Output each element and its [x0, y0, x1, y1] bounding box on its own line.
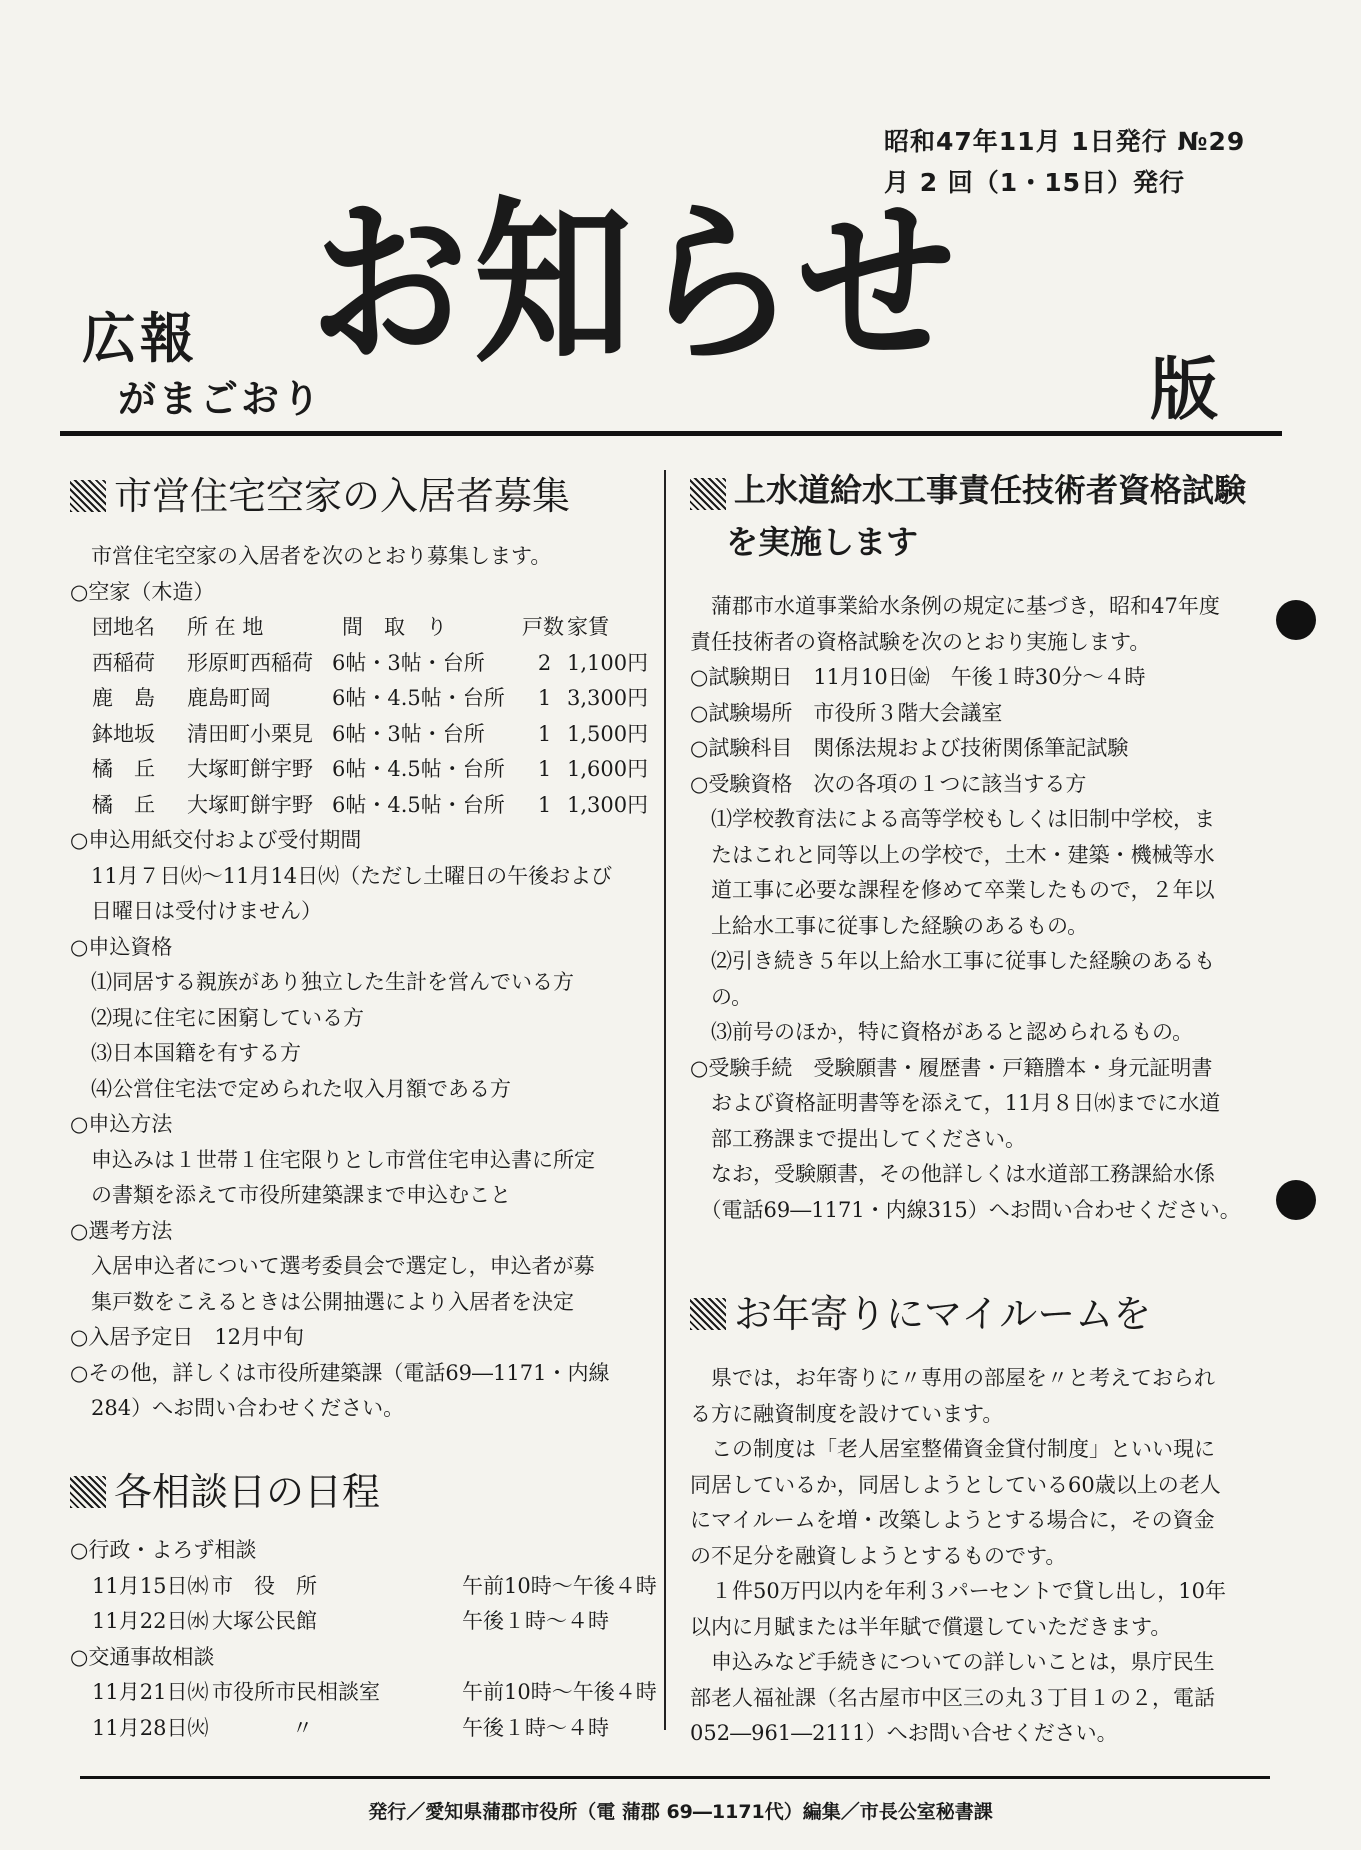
water-exam-title [690, 470, 1290, 512]
schedule-place: 市役所市民相談室 [212, 1680, 380, 1705]
table-cell: 大塚町餅宇野 [187, 757, 313, 782]
elderly-section [690, 1290, 1290, 1752]
table-cell: 1 [537, 686, 552, 711]
footer-publisher: 発行／愛知県蒲郡市役所（電 蒲郡 69―1171代）編集／市長公室秘書課 [368, 1801, 993, 1823]
table-cell: 3,300円 [567, 686, 649, 711]
table-cell: 6帖・3帖・台所 [332, 650, 485, 675]
table-cell: 清田町小栗見 [187, 721, 313, 746]
table-cell: 6帖・3帖・台所 [332, 721, 485, 746]
table-header: 家賃 [567, 615, 609, 640]
table-cell: 6帖・4.5帖・台所 [332, 792, 505, 817]
housing-title-text: 市営住宅空家の入居者募集 [114, 474, 571, 518]
table-cell: 1,300円 [567, 792, 649, 817]
table-cell: 1 [537, 792, 552, 817]
table-cell: 1 [537, 721, 552, 746]
schedule-date: 11月21日㈫ [92, 1680, 209, 1705]
table-cell: 6帖・4.5帖・台所 [332, 686, 505, 711]
admin-consult-table [92, 1569, 657, 1640]
masthead-edition: 版 [1150, 351, 1219, 430]
hatch-mark-icon [70, 480, 106, 512]
binder-hole-icon [1276, 1180, 1316, 1220]
traffic-consult-table [92, 1675, 657, 1746]
housing-section [70, 472, 650, 1427]
hatch-mark-icon [690, 478, 726, 510]
schedule-place: 市 役 所 [212, 1573, 317, 1598]
schedule-time: 午後１時〜４時 [462, 1715, 609, 1740]
schedule-time: 午前10時〜午後４時 [462, 1680, 657, 1705]
water-exam-title-line1: 上水道給水工事責任技術者資格試験 [734, 471, 1247, 509]
table-header: 間 取 り [342, 615, 447, 640]
schedule-place: 〃 [292, 1715, 313, 1740]
binder-hole-icon [1276, 600, 1316, 640]
schedule-date: 11月15日㈬ [92, 1573, 209, 1598]
column-divider [664, 470, 666, 1730]
consult-section [70, 1468, 657, 1746]
header-rule [60, 431, 1282, 436]
water-exam-section [690, 470, 1290, 1228]
table-cell: 形原町西稲荷 [187, 650, 313, 675]
housing-type-heading: ○空家（木造） [70, 579, 215, 604]
table-cell: 1,500円 [567, 721, 649, 746]
elderly-title [690, 1290, 1290, 1339]
table-cell: 1,600円 [567, 757, 649, 782]
table-cell: 2 [537, 650, 552, 675]
schedule-time: 午前10時〜午後４時 [462, 1573, 657, 1598]
masthead-title: お知らせ [310, 181, 962, 388]
table-header: 所 在 地 [187, 615, 264, 640]
masthead-koho: 広報 [82, 307, 198, 370]
table-cell: 大塚町餅宇野 [187, 792, 313, 817]
table-cell: 鉢地坂 [92, 721, 155, 746]
masthead-city: がまごおり [118, 377, 324, 421]
issue-date-line: 昭和47年11月 1日発行 №29 [884, 127, 1246, 156]
schedule-date: 11月28日㈫ [92, 1715, 209, 1740]
water-exam-body: 蒲郡市水道事業給水条例の規定に基づき，昭和47年度 責任技術者の資格試験を次のとおり実施します。 ○試験期日 11月10日㈮ 午後１時30分〜４時 ○試験場所 市役所３階大会議室 ○試験科目 関係法規および技術関係筆記試験 ○受験資格 次の各項の１つに該当する方 ⑴学校教育法による高等学校もしくは旧制中学校，ま たはこれと同等以上の学校で，土木・建築・機械等水 道工事に必要な課程を修めて卒業したもので，２年以 上給水工事に従事した経験のあるもの。 ⑵引き続き５年以上給水工事に従事した経験のあるも の。 ⑶前号のほか，特に資格があると認められるもの。 ○受験手続 受験願書・履歴書・戸籍謄本・身元証明書 および資格証明書等を添えて，11月８日㈬までに水道 部工務課まで提出してください。 なお，受験願書，その他詳しくは水道部工務課給水係 （電話69―1171・内線315）へお問い合わせください。 [690, 594, 1241, 1222]
housing-table [92, 610, 650, 823]
table-cell: 鹿島町岡 [187, 686, 271, 711]
housing-body: ○申込用紙交付および受付期間 11月７日㈫〜11月14日㈫（ただし土曜日の午後および 日曜日は受付けません） ○申込資格 ⑴同居する親族があり独立した生計を営んでいる方 ⑵現に住宅に困窮している方 ⑶日本国籍を有する方 ⑷公営住宅法で定められた収入月額である方 ○申込方法 申込みは１世帯１住宅限りとし市営住宅申込書に所定 の書類を添えて市役所建築課まで申込むこと ○選考方法 入居申込者について選考委員会で選定し，申込者が募 集戸数をこえるときは公開抽選により入居者を決定 ○入居予定日 12月中旬 ○その他，詳しくは市役所建築課（電話69―1171・内線 284）へお問い合わせください。 [70, 828, 613, 1421]
schedule-time: 午後１時〜４時 [462, 1609, 609, 1634]
table-header: 戸数 [522, 615, 564, 640]
consult-title-text: 各相談日の日程 [114, 1470, 381, 1514]
elderly-title-text: お年寄りにマイルームを [734, 1292, 1152, 1336]
admin-consult-heading: ○行政・よろず相談 [70, 1538, 257, 1563]
traffic-consult-heading: ○交通事故相談 [70, 1644, 215, 1669]
housing-intro: 市営住宅空家の入居者を次のとおり募集します。 [70, 544, 552, 569]
consult-title [70, 1468, 650, 1517]
elderly-body: 県では，お年寄りに〃専用の部屋を〃と考えておられ る方に融資制度を設けています。 この制度は「老人居室整備資金貸付制度」といい現に 同居しているか，同居しようとしている60歳以上の老人 にマイルームを増・改築しようとする場合に，その資金 の不足分を融資しようとするものです。 １件50万円以内を年利３パーセントで貸し出し，10年 以内に月賦または半年賦で償還していただきます。 申込みなど手続きについての詳しいことは，県庁民生 部老人福祉課（名古屋市中区三の丸３丁目１の２，電話 052―961―2111）へお問い合せください。 [690, 1366, 1227, 1746]
hatch-mark-icon [690, 1298, 726, 1330]
water-exam-title-line2: を実施します [726, 522, 919, 561]
table-cell: 鹿 島 [92, 686, 155, 711]
hatch-mark-icon [70, 1476, 106, 1508]
table-cell: 1,100円 [567, 650, 649, 675]
table-cell: 西稲荷 [92, 650, 155, 675]
frequency-line: 月 2 回（1・15日）発行 [884, 168, 1185, 197]
table-cell: 橘 丘 [92, 792, 155, 817]
table-cell: 橘 丘 [92, 757, 155, 782]
table-header: 団地名 [92, 615, 155, 640]
housing-title [70, 472, 650, 521]
schedule-place: 大塚公民館 [212, 1609, 317, 1634]
table-cell: 1 [537, 757, 552, 782]
footer-rule [80, 1776, 1270, 1779]
schedule-date: 11月22日㈬ [92, 1609, 209, 1634]
table-cell: 6帖・4.5帖・台所 [332, 757, 505, 782]
